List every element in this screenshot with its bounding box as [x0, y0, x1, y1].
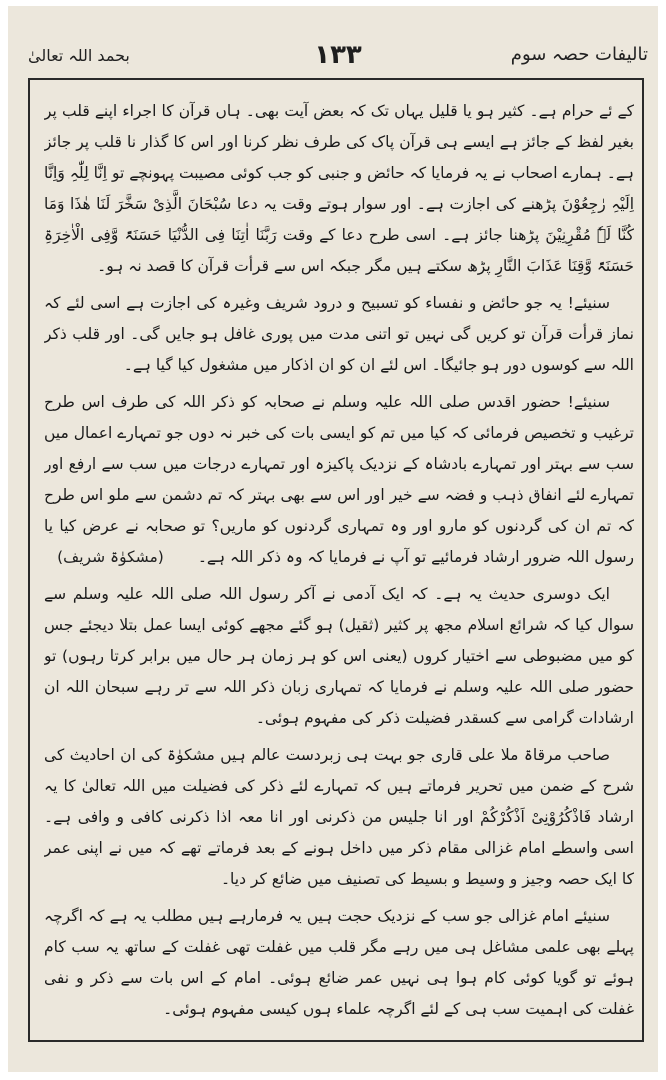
paragraph-2: سنیئے! یہ جو حائض و نفساء کو تسبیح و درود شریف وغیرہ کی اجازت ہے اسی لئے کہ نماز قرأت قرآن تو کریں گی نہیں تو اتنی مدت میں پوری غافل ہو جایں گی۔ اور قلب ذکر اللہ سے کوسوں دور ہو جائیگا۔ اس لئے ان کو ان اذکار میں مشغول کیا گیا ہے۔ [44, 294, 634, 374]
page-number: ۱۳۳ [314, 40, 362, 70]
citation: (مشکوٰۃ شریف) [57, 548, 164, 566]
page-header [28, 36, 648, 76]
paragraph-3-text: سنیئے! حضور اقدس صلی اللہ علیہ وسلم نے صحابہ کو ذکر اللہ کی طرف اس طرح ترغیب و تخصیص فرمائی کہ کیا میں تم کو ایسی بات کی خبر نہ دوں جو تمہارے اعمال میں سب سے بہتر اور تمہارے بادشاہ کے نزدیک پاکیزہ اور تمہارے درجات میں سب سے ارفع اور تمہارے لئے انفاق ذہب و فضہ سے خیر اور اس سے بھی بہتر کہ تم دشمن سے ملو اس طرح کہ تم ان کی گردنوں کو مارو اور وہ تمہاری گردنوں کو ماریں؟ تو صحابہ نے عرض کیا یا رسول اللہ ضرور ارشاد فرمائیے تو آپ نے فرمایا کہ وہ ذکر اللہ ہے۔ [44, 393, 634, 566]
paragraph-6: سنیئے امام غزالی جو سب کے نزدیک حجت ہیں یہ فرمارہے ہیں مطلب یہ ہے کہ اگرچہ پہلے بھی علمی مشاغل ہی میں رہے مگر قلب میں غفلت تھی غفلت کے ساتھ یہ سب کام ہوئے تو گویا کوئی کام ہوا ہی نہیں عمر ضائع ہوئی۔ امام کے اس بات سے ذکر و نفی غفلت کی اہمیت سب ہی کے لئے اگرچہ علماء ہوں کیسی مفہوم ہوئی۔ [44, 907, 634, 1018]
paragraph-4: ایک دوسری حدیث یہ ہے۔ کہ ایک آدمی نے آکر رسول اللہ صلی اللہ علیہ وسلم سے سوال کیا کہ شرائع اسلام مجھ پر کثیر (ثقیل) ہو گئے مجھے کوئی ایسا عمل بتلا دیجئے جس کو میں مضبوطی سے اختیار کروں (یعنی اس کو ہر زمان ہر حال میں برابر کرتا رہوں) تو حضور صلی اللہ علیہ وسلم نے فرمایا کہ تمہاری زبان ذکر اللہ سے تر رہے سبحان اللہ ان ارشادات گرامی سے کسقدر فضیلت ذکر کی مفہوم ہوئی۔ [44, 585, 634, 727]
paragraph-5: صاحب مرقاۃ ملا علی قاری جو بہت ہی زبردست عالم ہیں مشکوٰۃ کی ان احادیث کی شرح کے ضمن میں تحریر فرماتے ہیں کہ تمہارے لئے ذکر کی فضیلت میں اللہ تعالیٰ کا یہ ارشاد فَاذْکُرُوْنِیْ اَذْکُرْکُمْ اور انا جلیس من ذکرنی اور انا معہ اذا ذکرنی کافی و وافی ہے۔ اسی واسطے امام غزالی مقام ذکر میں داخل ہونے کے بعد فرماتے تھے کہ میں نے اپنی عمر کا ایک حصہ وجیز و وسیط و بسیط کی تصنیف میں ضائع کر دیا۔ [44, 746, 634, 888]
paragraph-1: کے ئے حرام ہے۔ کثیر ہو یا قلیل یہاں تک کہ بعض آیت بھی۔ ہاں قرآن کا اجراء اپنے قلب پر بغیر لفظ کے جائز ہے ایسے ہی قرآن پاک کی طرف نظر کرنا اور اس کا گذار نا قلب پر جائز ہے۔ ہمارے اصحاب نے یہ فرمایا کہ حائض و جنبی کو جب کوئی مصیبت پہونچے تو اِنَّا لِلّٰہِ وَاِنَّا اِلَیْہِ رٰجِعُوْنَ پڑھنے کی اجازت ہے۔ اور سوار ہوتے وقت یہ دعا سُبْحَانَ الَّذِیْ سَخَّرَ لَنَا ھٰذَا وَمَا کُنَّا لَہٗ مُقْرِنِیْنَ پڑھنا جائز ہے۔ اسی طرح دعا کے وقت رَبَّنَا اٰتِنَا فِی الدُّنْیَا حَسَنَۃً وَّفِی الْاٰخِرَۃِ حَسَنَۃً وَّقِنَا عَذَابَ النَّارِ پڑھ سکتے ہیں مگر جبکہ اس سے قرأت قرآن کا قصد نہ ہو۔ [44, 102, 634, 275]
header-blessing: بحمد اللہ تعالیٰ [28, 46, 130, 65]
body-text [44, 96, 634, 1026]
running-title: تالیفات حصہ سوم [510, 44, 648, 65]
paragraph-3 [44, 387, 634, 573]
